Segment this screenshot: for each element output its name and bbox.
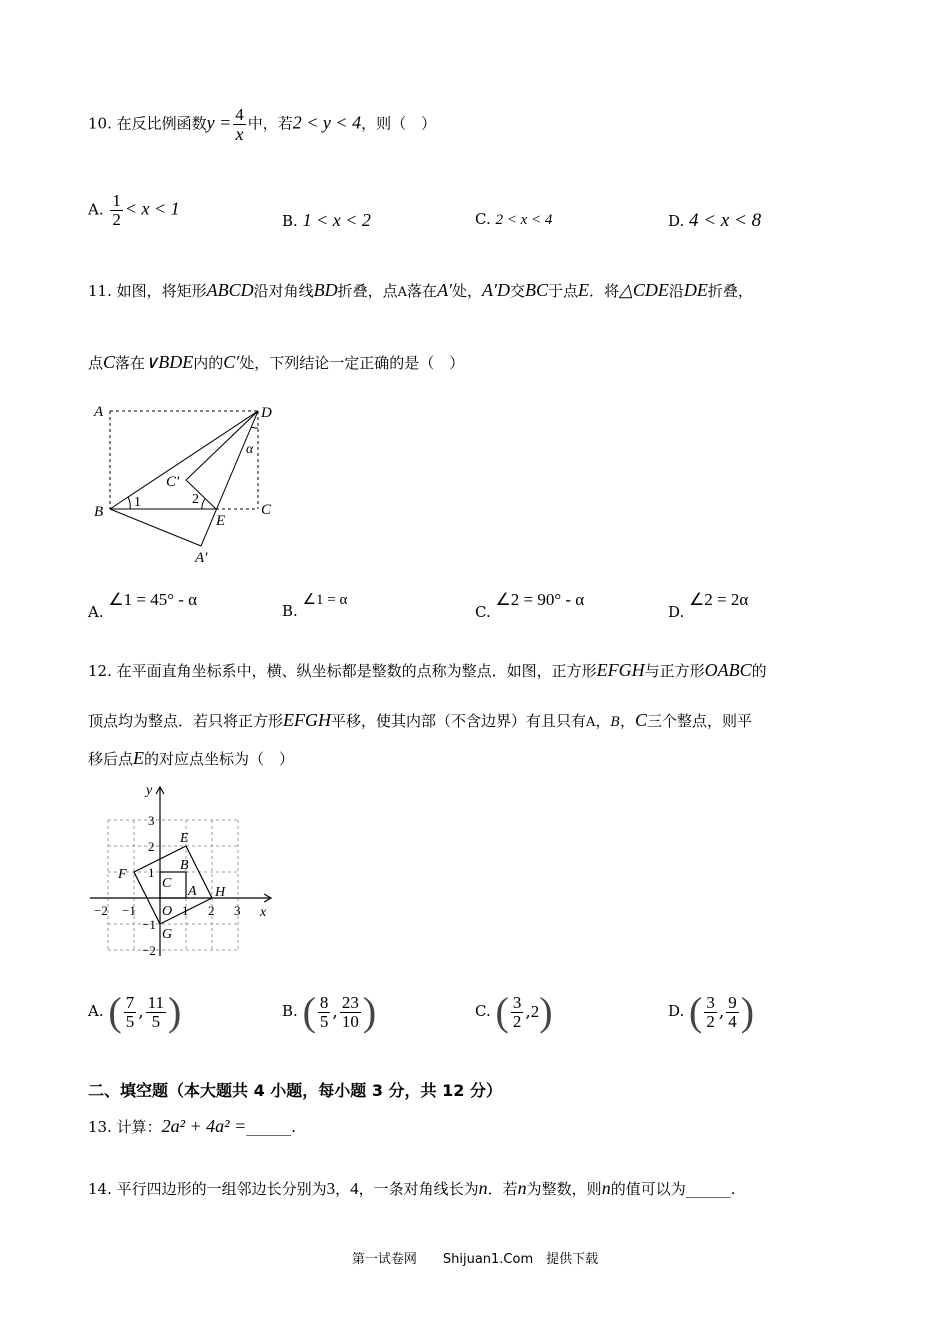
q10-option-a[interactable]: A. $\frac{1}{2}$ < x < 1 [88, 191, 180, 229]
q11-figure [88, 398, 288, 568]
fig-label-c: C [261, 502, 272, 518]
q12-figure [86, 780, 286, 960]
fig12-label-a: A [188, 884, 197, 899]
section-heading: 二、填空题（本大题共 4 小题，每小题 3 分，共 12 分） [88, 1081, 502, 1100]
fig12-label-e: E [180, 831, 189, 846]
tick-y-2: 2 [148, 839, 155, 854]
tick-x-3: 3 [234, 903, 241, 918]
question-12-line2: 顶点均为整点．若只将正方形EFGH平移，使其内部（不含边界）有且只有A，B，C三个整点，则平 [88, 710, 753, 730]
question-10: 10. 在反比例函数y = $\frac{4}{x}$ 中，若2 < y < 4，则（ ） [88, 105, 437, 144]
tick-x-neg1: −1 [122, 903, 136, 918]
fraction: $\frac{4}{x}$ [235, 105, 244, 144]
fig-label-angle2: 2 [192, 492, 199, 507]
tick-y-neg1: −1 [142, 917, 156, 932]
fig-label-d: D [261, 405, 272, 421]
tick-y-1: 1 [148, 865, 155, 880]
fig12-label-f: F [118, 867, 127, 882]
q10-option-b[interactable]: B. 1 < x < 2 [282, 210, 371, 230]
q11-option-b[interactable]: B. ∠1 = α [282, 592, 348, 620]
question-11-line2: 点C落在∨BDE内的C′处，下列结论一定正确的是（ ） [88, 352, 465, 372]
q12-option-c[interactable]: C. ( $\frac{3}{2}$ , 2 ) [475, 989, 553, 1034]
fig-label-alpha: α [246, 442, 254, 457]
question-12-line1: 12. 在平面直角坐标系中，横、纵坐标都是整数的点称为整点．如图，正方形EFGH与正方形OABC的 [88, 660, 767, 680]
q11-option-d[interactable]: D. ∠2 = 2α [668, 590, 749, 621]
tick-x-2: 2 [208, 903, 215, 918]
fig-label-b: B [94, 504, 104, 520]
fig12-label-b: B [180, 858, 189, 873]
q12-option-d[interactable]: D. ( $\frac{3}{2}$ , $\frac{9}{4}$ ) [668, 989, 755, 1034]
fig12-label-g: G [162, 927, 173, 942]
fig12-label-o: O [162, 904, 173, 919]
fig-label-a-prime: A′ [195, 550, 208, 566]
fig-label-e: E [216, 513, 226, 529]
q12-option-a[interactable]: A. ( $\frac{7}{5}$ , $\frac{11}{5}$ ) [88, 989, 182, 1034]
fig12-label-h: H [215, 885, 226, 900]
answer-blank[interactable]: ______. [246, 1118, 296, 1136]
q12-option-b[interactable]: B. ( $\frac{8}{5}$ , $\frac{23}{10}$ ) [282, 989, 377, 1034]
q11-option-c[interactable]: C. ∠2 = 90° - α [475, 590, 585, 621]
tick-y-neg2: −2 [142, 943, 156, 958]
question-14: 14. 平行四边形的一组邻边长分别为3，4，一条对角线长为n．若n为整数，则n的值可以为______. [88, 1178, 736, 1198]
fig12-label-c: C [162, 876, 172, 891]
tick-x-1: 1 [182, 903, 189, 918]
tick-y-3: 3 [148, 813, 155, 828]
q10-option-d[interactable]: D. 4 < x < 8 [668, 210, 762, 231]
question-12-line3: 移后点E的对应点坐标为（ ） [88, 748, 295, 768]
question-13: 13. 计算：2a² + 4a² =______. [88, 1116, 296, 1136]
q11-option-a[interactable]: A. ∠1 = 45° - α [88, 590, 198, 621]
tick-x-neg2: −2 [94, 903, 108, 918]
axis-label-x: x [260, 905, 267, 920]
q10-option-c[interactable]: C. 2 < x < 4 [475, 210, 553, 228]
axis-label-y: y [146, 783, 153, 798]
fig-label-c-prime: C′ [166, 474, 180, 490]
fig-label-angle1: 1 [134, 495, 141, 510]
question-11-line1: 11. 如图，将矩形ABCD沿对角线BD折叠，点A落在A′处，A′D交BC于点E．将△CDE沿DE折叠， [88, 280, 753, 300]
fig-label-a: A [94, 404, 104, 420]
page-footer: 第一试卷网 Shijuan1.Com 提供下载 [351, 1252, 599, 1267]
